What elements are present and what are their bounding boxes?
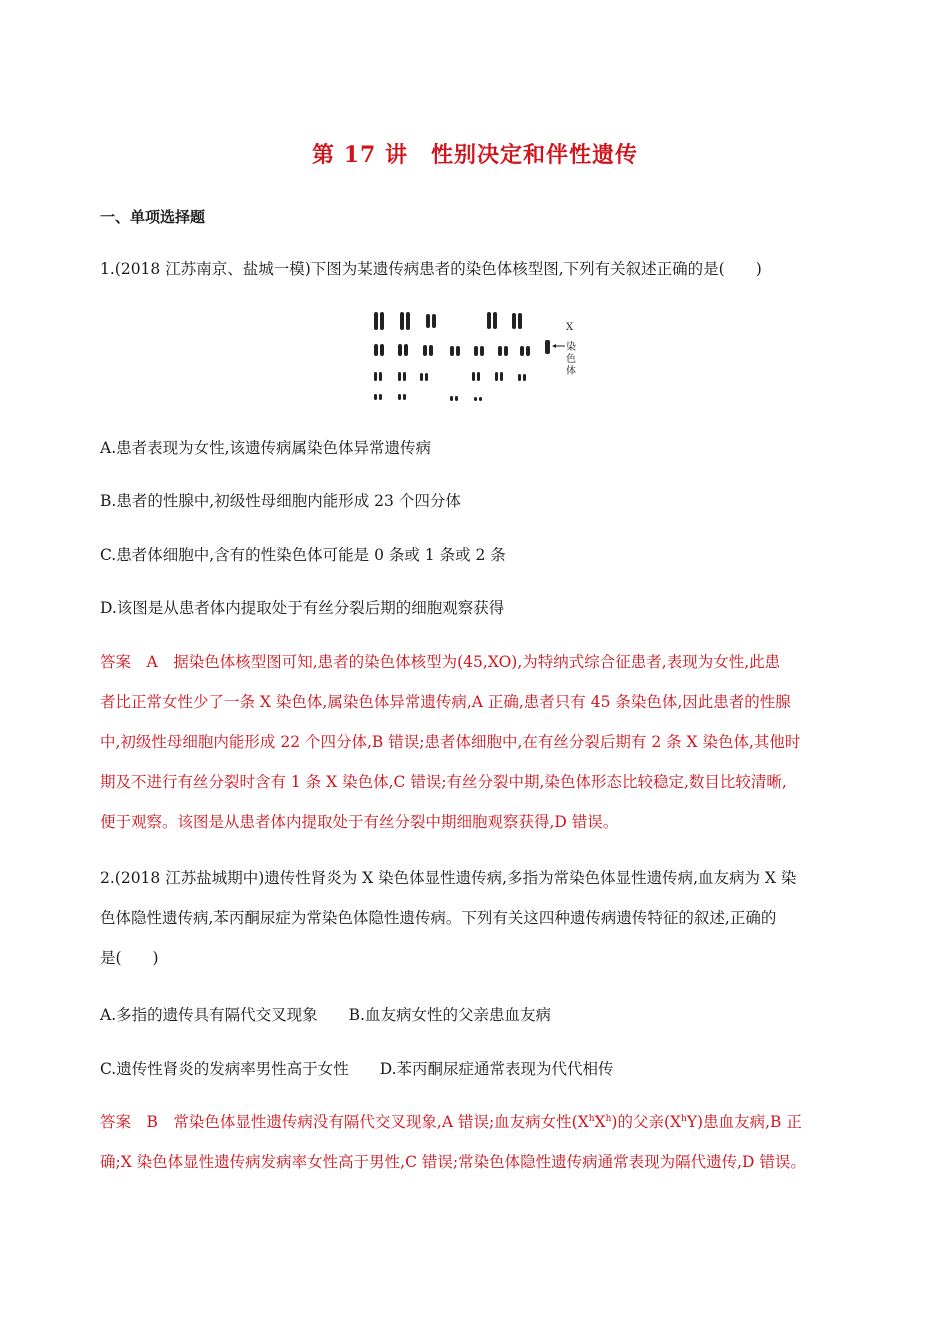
question-1-stem: 1.(2018 江苏南京、盐城一模)下图为某遗传病患者的染色体核型图,下列有关叙述正确的是( ) <box>100 260 762 278</box>
question-2-options-cd: C.遗传性肾炎的发病率男性高于女性 D.苯丙酮尿症通常表现为代代相传 <box>100 1060 614 1078</box>
question-2-answer-line-2: 确;X 染色体显性遗传病发病率女性高于男性,C 错误;常染色体隐性遗传病通常表现为隔代遗传,D 错误。 <box>100 1153 806 1171</box>
question-1-answer-line: 便于观察。该图是从患者体内提取处于有丝分裂中期细胞观察获得,D 错误。 <box>100 813 619 831</box>
question-2-stem-line: 2.(2018 江苏盐城期中)遗传性肾炎为 X 染色体显性遗传病,多指为常染色体显性遗传病,血友病为 X 染 <box>100 869 797 887</box>
karyotype-figure <box>360 306 590 406</box>
figure-label-char: 体 <box>566 366 576 377</box>
section-heading: 一、单项选择题 <box>100 208 206 226</box>
question-2-stem-line: 是( ) <box>100 949 159 967</box>
x-label: X <box>566 322 574 333</box>
chromosome-pairs <box>374 312 550 401</box>
question-1-option-c: C.患者体细胞中,含有的性染色体可能是 0 条或 1 条或 2 条 <box>100 546 506 564</box>
question-1-answer-line: 答案 A 据染色体核型图可知,患者的染色体核型为(45,XO),为特纳式综合征患者,表现为女性,此患 <box>100 653 781 671</box>
superscript: h <box>588 1113 595 1124</box>
question-1-answer-line: 期及不进行有丝分裂时含有 1 条 X 染色体,C 错误;有丝分裂中期,染色体形态比较稳定,数目比较清晰, <box>100 773 787 791</box>
answer-text: 答案 B 常染色体显性遗传病没有隔代交叉现象,A 错误;血友病女性(X <box>100 1113 589 1131</box>
superscript: h <box>605 1113 612 1124</box>
question-2-stem-line: 色体隐性遗传病,苯丙酮尿症为常染色体隐性遗传病。下列有关这四种遗传病遗传特征的叙述,正确的 <box>100 909 777 927</box>
figure-label-char: 色 <box>566 354 576 365</box>
answer-text: Y)患血友病,B 正 <box>686 1113 802 1131</box>
answer-text: )的父亲(X <box>611 1113 682 1131</box>
question-1-option-a: A.患者表现为女性,该遗传病属染色体异常遗传病 <box>100 439 432 457</box>
question-1-answer-line: 者比正常女性少了一条 X 染色体,属染色体异常遗传病,A 正确,患者只有 45 条染色体,因此患者的性腺 <box>100 693 791 711</box>
page-title: 第 17 讲 性别决定和伴性遗传 <box>312 142 638 168</box>
figure-label-char: 染 <box>566 342 576 353</box>
superscript: h <box>681 1113 687 1124</box>
answer-text: X <box>594 1113 606 1131</box>
question-1-answer-line: 中,初级性母细胞内能形成 22 个四分体,B 错误;患者体细胞中,在有丝分裂后期有 2 条 X 染色体,其他时 <box>100 733 801 751</box>
question-1-option-b: B.患者的性腺中,初级性母细胞内能形成 23 个四分体 <box>100 492 461 510</box>
question-2-answer-line-1 <box>100 1102 850 1143</box>
question-1-option-d: D.该图是从患者体内提取处于有丝分裂后期的细胞观察获得 <box>100 599 505 617</box>
question-2-options-ab: A.多指的遗传具有隔代交叉现象 B.血友病女性的父亲患血友病 <box>100 1006 551 1024</box>
